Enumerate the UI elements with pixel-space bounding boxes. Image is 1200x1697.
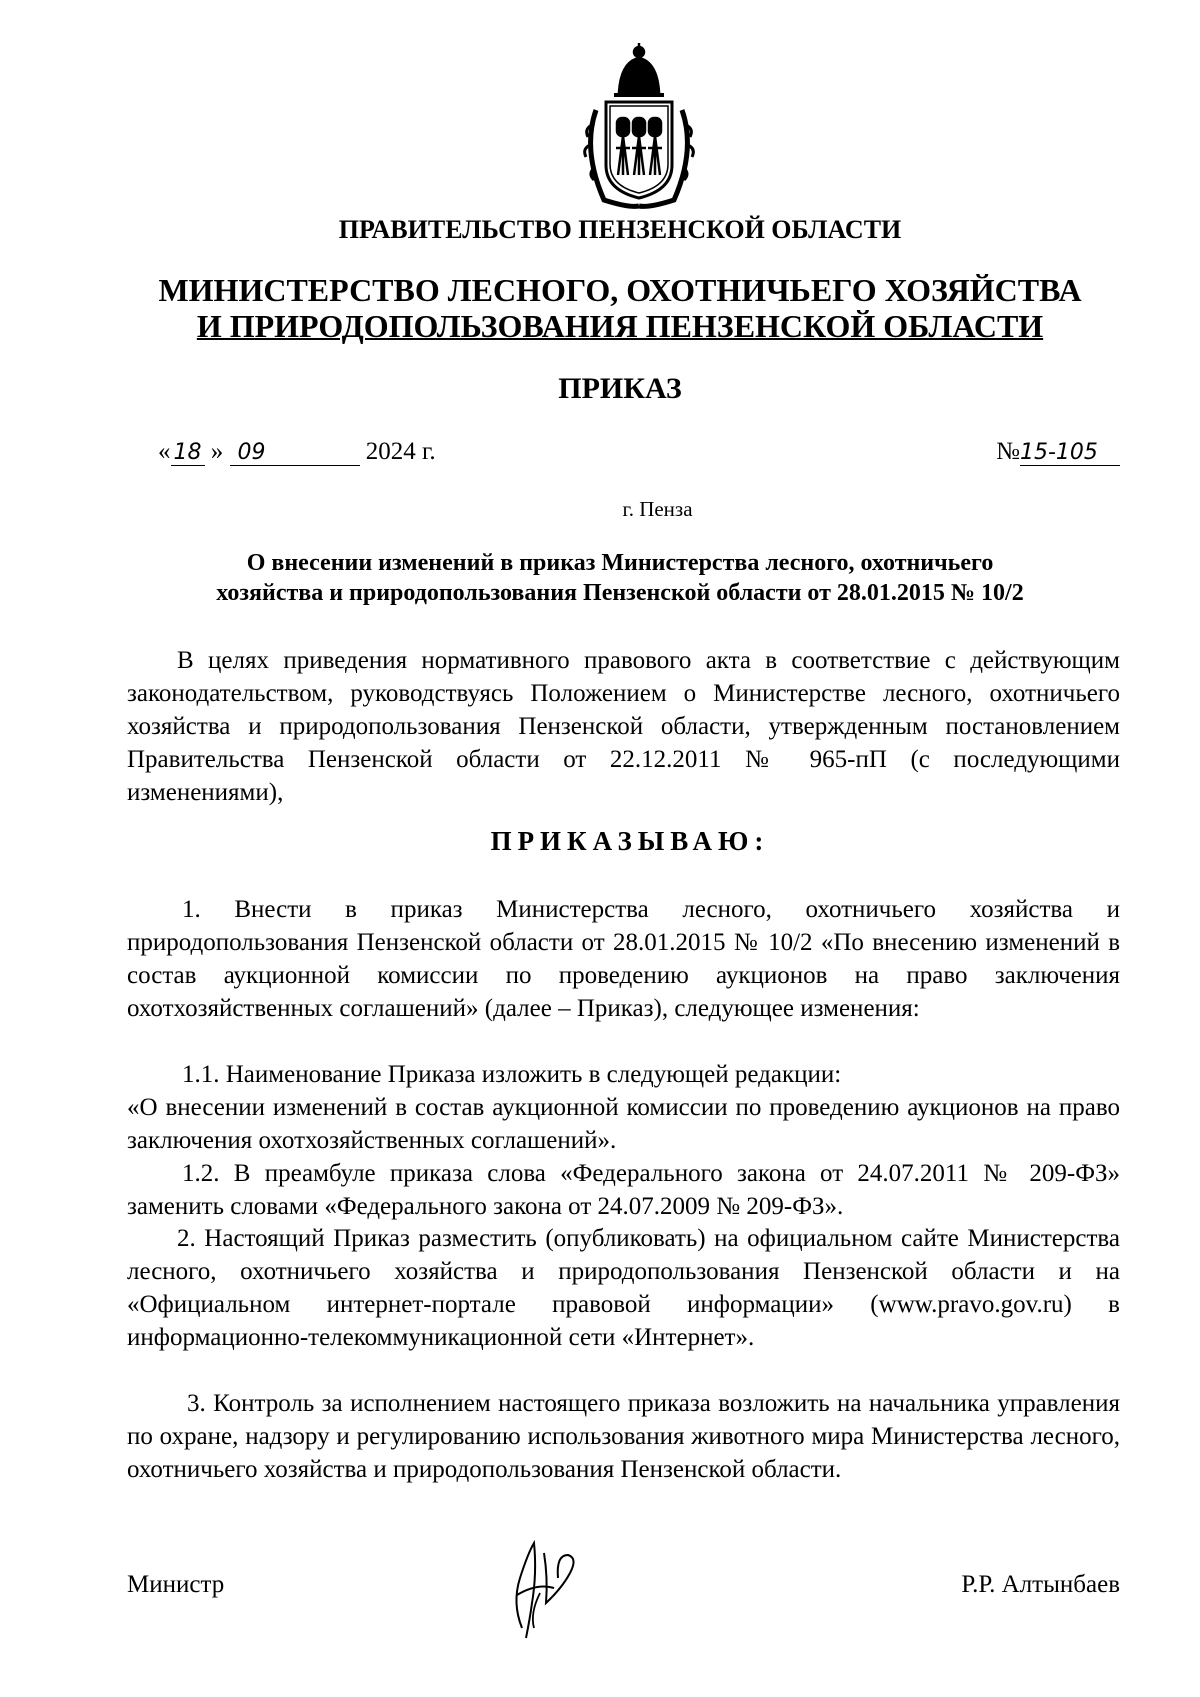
- date-month-handwritten: 09: [230, 440, 360, 466]
- ministry-heading-line1: МИНИСТЕРСТВО ЛЕСНОГО, ОХОТНИЧЬЕГО ХОЗЯЙСТВА: [158, 272, 1082, 308]
- quote-close: »: [210, 438, 224, 465]
- clause-1-1: 1.1. Наименование Приказа изложить в следующей редакции:: [182, 1061, 842, 1088]
- quote-open: «: [158, 438, 171, 465]
- signatory-name: Р.Р. Алтынбаев: [961, 1571, 1120, 1598]
- handwritten-signature: [482, 1533, 592, 1643]
- preamble-paragraph: В целях приведения нормативного правового акта в соответствие с действующим законодательством, руководствуясь Положением о Министерстве лесного, охотничьего хозяйства и природопользования Пензенской области, утвержденным постановлением Правительства Пензенской области от 22.12.2011 № 965-пП (с последующими изменениями),: [127, 647, 1120, 806]
- document-type-heading: ПРИКАЗ: [558, 372, 682, 405]
- order-verb-heading: ПРИКАЗЫВАЮ:: [490, 826, 770, 856]
- date-day-handwritten: 18: [171, 440, 205, 466]
- ministry-heading-line2: И ПРИРОДОПОЛЬЗОВАНИЯ ПЕНЗЕНСКОЙ ОБЛАСТИ: [196, 308, 1044, 344]
- date-number-row: [158, 438, 1120, 474]
- clause-1-1-new-title: «О внесении изменений в состав аукционной комиссии по проведению аукционов на право заключения охотхозяйственных соглашений».: [127, 1094, 1120, 1154]
- subject-line1: О внесении изменений в приказ Министерства лесного, охотничьего: [246, 550, 994, 576]
- clause-2: 2. Настоящий Приказ разместить (опубликовать) на официальном сайте Министерства лесного, охотничьего хозяйства и природопользования Пензенской области и на «Официальном интернет-портале правовой информации» (www.pravo.gov.ru) в информационно-телекоммуникационной сети «Интернет».: [127, 1225, 1120, 1351]
- number-label: №: [996, 438, 1020, 465]
- clause-3: 3. Контроль за исполнением настоящего приказа возложить на начальника управления по охране, надзору и регулированию использования животного мира Министерства лесного, охотничьего хозяйства и природопользования Пензенской области.: [127, 1390, 1120, 1483]
- number-handwritten: 15-105: [1020, 440, 1120, 466]
- clause-1-2: 1.2. В преамбуле приказа слова «Федерального закона от 24.07.2011 № 209-ФЗ» заменить словами «Федерального закона от 24.07.2009 № 209-ФЗ».: [127, 1160, 1120, 1220]
- city-label: г. Пенза: [622, 497, 693, 521]
- government-heading: ПРАВИТЕЛЬСТВО ПЕНЗЕНСКОЙ ОБЛАСТИ: [338, 215, 902, 244]
- subject-line2: хозяйства и природопользования Пензенской области от 28.01.2015 № 10/2: [216, 580, 1024, 606]
- signature-block: [127, 1533, 1120, 1643]
- coat-of-arms-emblem: [574, 40, 704, 210]
- order-number: [996, 438, 1120, 466]
- order-date: [158, 438, 436, 466]
- order-subject: [120, 548, 1120, 608]
- date-year: 2024 г.: [365, 438, 436, 465]
- clause-1: 1. Внести в приказ Министерства лесного, охотничьего хозяйства и природопользования Пензенской области от 28.01.2015 № 10/2 «По внесению изменений в состав аукционной комиссии по проведению аукционов на право заключения охотхозяйственных соглашений» (далее – Приказ), следующее изменения:: [127, 896, 1120, 1022]
- signatory-title: Министр: [127, 1571, 225, 1598]
